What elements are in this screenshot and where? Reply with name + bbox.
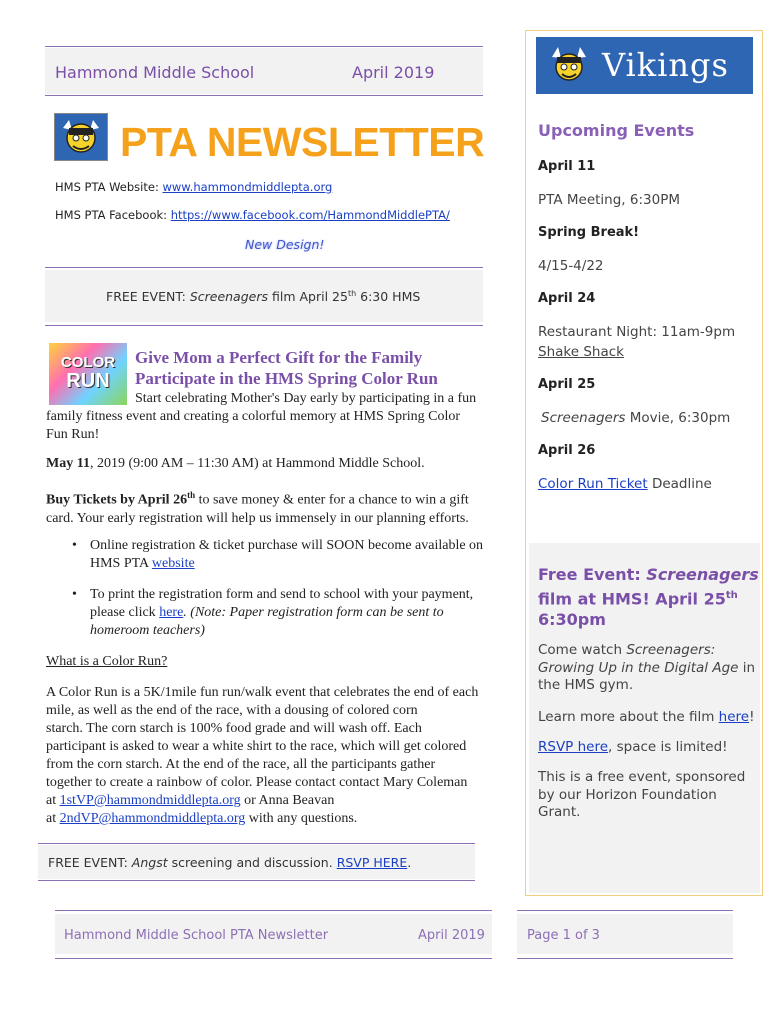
fe-sponsor: [538, 769, 745, 822]
event-date-bold: May 11: [46, 456, 90, 471]
banner-prefix: FREE EVENT:: [106, 289, 186, 305]
desc-line2: mile, as well as the end of the race, with a dousing of colored corn: [46, 703, 418, 718]
event-date-rest: , 2019 (9:00 AM – 11:30 AM) at Hammond Middle School.: [89, 456, 425, 471]
desc-line1: A Color Run is a 5K/1mile fun run/walk event that celebrates the end of each: [46, 685, 479, 700]
event-date-apr26: April 26: [538, 443, 596, 458]
event-text-apr24: Restaurant Night: 11am-9pm: [538, 324, 736, 340]
vikings-logo-text: Vikings: [602, 46, 729, 84]
event-text-apr26: [538, 476, 712, 492]
upcoming-events-heading: Upcoming Events: [538, 121, 695, 140]
bullet-online-registration: [46, 537, 526, 573]
angst-bottom-rule: [38, 880, 475, 881]
fe-heading-pre: Free Event:: [538, 565, 647, 584]
website-line: [55, 180, 332, 194]
apr26-rest: Deadline: [647, 476, 712, 492]
angst-mid: screening and discussion.: [167, 855, 337, 870]
apr25-rest: Movie, 6:30pm: [625, 410, 731, 426]
desc-line8-pre: at: [46, 811, 60, 826]
bullet2-pre: please click: [90, 605, 160, 620]
event-date-line: [46, 456, 425, 472]
fe-heading-line3: 6:30pm: [538, 610, 606, 630]
color-run-ticket-link[interactable]: Color Run Ticket: [538, 476, 648, 492]
email-1stvp-link[interactable]: 1stVP@hammondmiddlepta.org: [59, 793, 241, 808]
footer-date: April 2019: [418, 928, 485, 943]
event-text-apr11: PTA Meeting, 6:30PM: [538, 192, 680, 208]
angst-prefix: FREE EVENT:: [48, 855, 132, 870]
angst-suffix: .: [407, 855, 412, 870]
badge-line1: COLOR: [60, 354, 116, 371]
article-intro-rest: [46, 408, 460, 444]
banner-sup: th: [347, 289, 357, 298]
new-design-note: New Design!: [245, 237, 325, 252]
facebook-line: [55, 208, 450, 222]
bullet1-pre: HMS PTA: [90, 556, 152, 571]
footer-top-rule: [55, 910, 492, 911]
bullet2-post: . (Note: Paper registration form can be sent to: [183, 605, 444, 620]
angst-banner-text: [48, 855, 411, 870]
article-intro-line2: family fitness event and creating a colorful memory at HMS Spring Color: [46, 409, 461, 424]
free-event-heading: [538, 564, 759, 630]
fe-p3-post: , space is limited!: [608, 739, 728, 755]
article-intro-line1: Start celebrating Mother's Day early by participating in a fun: [135, 391, 477, 406]
event-date-apr25: April 25: [538, 377, 596, 392]
angst-top-rule: [38, 843, 475, 844]
fe-p1-italic1: Screenagers:: [626, 642, 716, 658]
what-is-heading: What is a Color Run?: [46, 654, 168, 669]
desc-line5: from the corn starch. At the end of the race, all the participants gather: [46, 757, 436, 772]
event-text-apr25: [541, 410, 730, 426]
event-date-spring-break: Spring Break!: [538, 225, 640, 240]
vikings-mascot-icon: [546, 43, 592, 87]
event-text-spring-break: 4/15-4/22: [538, 258, 604, 274]
fe-learn-more: [538, 709, 755, 725]
shake-shack-link[interactable]: Shake Shack: [538, 344, 624, 360]
buy-tickets-paragraph: [46, 486, 516, 528]
website-label: HMS PTA Website:: [55, 180, 159, 194]
screenagers-italic: Screenagers: [541, 410, 626, 426]
desc-line6: together to create a rainbow of color. Please contact contact Mary Coleman: [46, 775, 468, 790]
desc-line4: participant is asked to wear a white shirt to the race, which will get colored: [46, 739, 467, 754]
website-link[interactable]: www.hammondmiddlepta.org: [162, 180, 333, 194]
buy-line2: card. Your early registration will help us immensely in our planning efforts.: [46, 510, 469, 526]
desc-line8-post: with any questions.: [245, 811, 358, 826]
desc-line7-post: or Anna Beavan: [240, 793, 335, 808]
header-bottom-rule: [45, 95, 483, 96]
fe-p1-italic2: Growing Up in the Digital Age: [538, 659, 739, 676]
fe-p2-post: !: [749, 709, 755, 725]
bullet1-line1: • Online registration & ticket purchase will SOON become available on: [90, 538, 484, 553]
fe-description: [538, 642, 755, 695]
badge-line2: RUN: [66, 370, 110, 392]
viking-mascot-icon: [54, 113, 108, 161]
desc-line7-pre: at: [46, 793, 60, 808]
newsletter-title: PTA NEWSLETTER: [120, 119, 485, 165]
banner-suffix: 6:30 HMS: [360, 289, 421, 305]
fe-heading-italic: Screenagers: [646, 565, 759, 584]
registration-list: [46, 537, 526, 640]
website-link-inline[interactable]: website: [151, 556, 195, 571]
page-box-bottom-rule: [517, 958, 733, 959]
film-here-link[interactable]: here: [718, 709, 750, 725]
color-run-description: [46, 684, 526, 828]
event-date-apr11: April 11: [538, 159, 596, 174]
school-name: Hammond Middle School: [55, 63, 255, 82]
fe-p2-pre: Learn more about the film: [538, 709, 719, 725]
buy-bold: Buy Tickets by April 26: [46, 492, 188, 508]
banner-mid: film April 25: [271, 289, 348, 305]
header-top-rule: [45, 46, 483, 47]
header-date: April 2019: [352, 63, 435, 82]
banner-top-rule: [45, 267, 483, 268]
fe-heading-sup: th: [725, 590, 738, 601]
footer-title: Hammond Middle School PTA Newsletter: [64, 928, 329, 943]
bullet-print-form: [46, 586, 526, 640]
fe-p1-post: in: [738, 659, 756, 676]
banner-title: Screenagers: [189, 289, 268, 305]
article-heading-line2: Participate in the HMS Spring Color Run: [135, 369, 438, 388]
desc-line3: starch. The corn starch is 100% food grade and will wash off. Each: [46, 721, 422, 736]
fe-rsvp: [538, 739, 728, 755]
fe-heading-line2: film at HMS! April 25: [538, 589, 726, 609]
footer-bottom-rule: [55, 958, 492, 959]
page-box-top-rule: [517, 910, 733, 911]
fe-p4-line1: This is a free event, sponsored: [538, 769, 746, 785]
bullet2-line3: homeroom teachers): [90, 623, 205, 638]
article-intro-line3: Fun Run!: [46, 427, 100, 442]
fe-p4-line3: Grant.: [538, 804, 581, 820]
email-2ndvp-link[interactable]: 2ndVP@hammondmiddlepta.org: [59, 811, 246, 826]
free-event-banner-text: [106, 289, 420, 304]
facebook-link[interactable]: https://www.facebook.com/HammondMiddlePTA/: [170, 208, 450, 222]
angst-title: Angst: [131, 855, 168, 870]
rsvp-here-link[interactable]: RSVP HERE: [336, 855, 408, 870]
here-link-form[interactable]: here: [159, 605, 184, 620]
buy-sup: th: [187, 490, 196, 500]
article-heading: [135, 347, 438, 389]
bullet2-line1: • To print the registration form and send to school with your payment,: [90, 587, 474, 602]
banner-bottom-rule: [45, 325, 483, 326]
article-heading-line1: Give Mom a Perfect Gift for the Family: [135, 348, 423, 367]
buy-rest: to save money & enter for a chance to win a gift: [195, 492, 469, 508]
fe-p4-line2: by our Horizon Foundation: [538, 786, 717, 803]
fe-p1-line3: the HMS gym.: [538, 677, 634, 693]
color-run-image: [49, 343, 127, 405]
vikings-logo: [536, 37, 753, 94]
event-date-apr24: April 24: [538, 291, 596, 306]
facebook-label: HMS PTA Facebook:: [55, 208, 168, 222]
rsvp-here-sidebar-link[interactable]: RSVP here: [538, 739, 609, 755]
page-number: Page 1 of 3: [527, 928, 600, 943]
fe-p1-pre: Come watch: [538, 642, 627, 658]
